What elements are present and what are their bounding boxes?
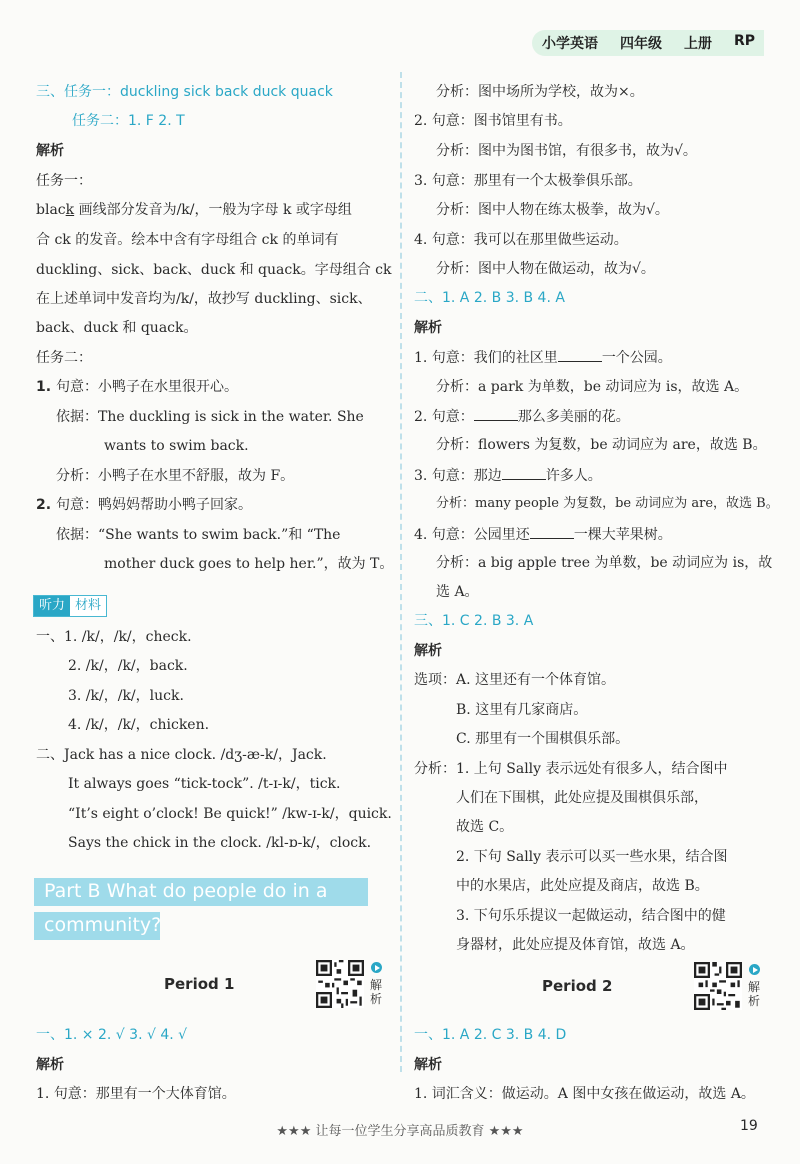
sentence-meaning: 3. 句意：那里有一个太极拳俱乐部。 xyxy=(414,173,642,189)
task1-line: 合 ck 的发音。绘本中含有字母组合 ck 的单词有 xyxy=(36,232,339,248)
item-number: 2. xyxy=(36,497,52,513)
evidence: mother duck goes to help her.”，故为 T。 xyxy=(104,556,394,572)
play-icon xyxy=(749,964,760,975)
analysis: 分析：flowers 为复数，be 动词应为 are，故选 B。 xyxy=(436,437,767,453)
jiexi-heading: 解析 xyxy=(414,1057,442,1073)
qr-code-icon[interactable] xyxy=(694,962,742,1010)
evidence: 依据：The duckling is sick in the water. She xyxy=(56,409,364,425)
footer-motto: ★★★ 让每一位学生分享高品质教育 ★★★ xyxy=(276,1124,524,1139)
sentence-meaning: 句意：鸭妈妈帮助小鸭子回家。 xyxy=(56,497,252,513)
sentence-meaning: 1. 句意：我们的社区里 一个公园。 xyxy=(414,347,672,368)
qr-label: 解析 xyxy=(369,978,382,1006)
part-b-title-2: community? xyxy=(44,914,162,936)
analysis: 中的水果店，此处应提及商店，故选 B。 xyxy=(456,878,709,894)
listening-line: “It’s eight o’clock! Be quick!” /kw-ɪ-k/，quick. xyxy=(68,806,392,822)
edition: RP xyxy=(734,33,756,49)
task1-line: back、duck 和 quack。 xyxy=(36,320,198,336)
analysis: 分析：a big apple tree 为单数，be 动词应为 is，故 xyxy=(436,555,773,571)
analysis: 人们在下围棋，此处应提及围棋俱乐部， xyxy=(456,790,708,806)
task1-title: 任务一： xyxy=(36,173,92,189)
underlined-letter: k xyxy=(65,202,75,218)
sentence-meaning: 2. 句意：图书馆里有书。 xyxy=(414,113,572,129)
sentence-meaning: 2. 句意： 那么多美丽的花。 xyxy=(414,406,630,427)
evidence: wants to swim back. xyxy=(104,438,249,454)
analysis: 选 A。 xyxy=(436,584,479,600)
sentence-meaning: 4. 句意：公园里还 一棵大苹果树。 xyxy=(414,524,672,545)
qr-label: 解析 xyxy=(747,980,760,1008)
jiexi-heading: 解析 xyxy=(414,320,442,336)
item-number: 1. xyxy=(36,379,52,395)
p2-item-1: 1. 词汇含义：做运动。A 图中女孩在做运动，故选 A。 xyxy=(414,1086,755,1102)
listening-line: Says the chick in the clock. /kl-ɒ-k/，clock. xyxy=(68,835,372,851)
material-label: 材料 xyxy=(70,596,106,616)
p2-answers: 一、1. A 2. C 3. B 4. D xyxy=(414,1027,567,1043)
option-line: C. 那里有一个围棋俱乐部。 xyxy=(456,731,630,747)
analysis: 身器材，此处应提及体育馆，故选 A。 xyxy=(456,937,695,953)
period-1-heading: Period 1 xyxy=(164,975,235,993)
analysis: 分析：小鸭子在水里不舒服，故为 F。 xyxy=(56,468,295,484)
analysis: 分析：图中场所为学校，故为×。 xyxy=(436,84,644,100)
analysis: 分析：many people 为复数，be 动词应为 are，故选 B。 xyxy=(436,496,779,511)
subject: 小学英语 xyxy=(542,36,598,52)
listen-label: 听力 xyxy=(34,596,70,616)
analysis: 3. 下句乐乐提议一起做运动，结合图中的健 xyxy=(456,908,726,924)
listening-line: 3. /k/，/k/，luck. xyxy=(68,688,184,704)
jiexi-heading: 解析 xyxy=(36,1057,64,1073)
task1-line: 在上述单词中发音均为/k/，故抄写 duckling、sick、 xyxy=(36,291,372,307)
task2-title: 任务二： xyxy=(36,350,92,366)
analysis: 故选 C。 xyxy=(456,819,514,835)
task1-line: black 画线部分发音为/k/，一般为字母 k 或字母组 xyxy=(36,202,352,218)
s3-answers: 三、1. C 2. B 3. A xyxy=(414,613,534,629)
sentence-meaning: 3. 句意：那边 许多人。 xyxy=(414,465,602,486)
listening-line: 2. /k/，/k/，back. xyxy=(68,658,188,674)
header-tag xyxy=(532,30,764,56)
listening-line: It always goes “tick-tock”. /t-ɪ-k/，tick. xyxy=(68,776,341,792)
listening-line: 4. /k/，/k/，chicken. xyxy=(68,717,210,733)
part-b-banner xyxy=(34,872,369,947)
sentence-meaning: 句意：小鸭子在水里很开心。 xyxy=(56,379,238,395)
jiexi-heading: 解析 xyxy=(414,643,442,659)
listening-material-tag xyxy=(33,595,107,617)
listening-line: 二、Jack has a nice clock. /dʒ-æ-k/，Jack. xyxy=(36,747,327,763)
part-b-title: Part B What do people do in a xyxy=(44,880,328,902)
analysis: 分析：图中人物在练太极拳，故为√。 xyxy=(436,202,669,218)
play-icon xyxy=(371,962,382,973)
analysis: 2. 下句 Sally 表示可以买一些水果，结合图 xyxy=(456,849,728,865)
evidence: 依据：“She wants to swim back.”和 “The xyxy=(56,527,341,543)
task1-line: duckling、sick、back、duck 和 quack。字母组合 ck xyxy=(36,262,392,278)
analysis: 分析：a park 为单数，be 动词应为 is，故选 A。 xyxy=(436,379,749,395)
sentence-meaning: 4. 句意：我可以在那里做些运动。 xyxy=(414,232,628,248)
period-2-heading: Period 2 xyxy=(542,977,613,995)
analysis: 分析：1. 上句 Sally 表示远处有很多人，结合图中 xyxy=(414,761,728,777)
qr-code-icon[interactable] xyxy=(316,960,364,1008)
option-line: 选项：A. 这里还有一个体育馆。 xyxy=(414,672,616,688)
option-line: B. 这里有几家商店。 xyxy=(456,702,588,718)
grade: 四年级 xyxy=(620,36,662,52)
analysis: 分析：图中为图书馆，有很多书，故为√。 xyxy=(436,143,697,159)
s2-answers: 二、1. A 2. B 3. B 4. A xyxy=(414,290,565,306)
p1-answers: 一、1. × 2. √ 3. √ 4. √ xyxy=(36,1027,188,1043)
listening-line: 一、1. /k/，/k/，check. xyxy=(36,629,192,645)
analysis: 分析：图中人物在做运动，故为√。 xyxy=(436,261,655,277)
p1-item-1: 1. 句意：那里有一个大体育馆。 xyxy=(36,1086,236,1102)
page-number: 19 xyxy=(740,1118,758,1134)
jiexi-heading: 解析 xyxy=(36,143,64,159)
column-divider xyxy=(400,72,402,1072)
s3-task1-answer: 三、任务一：duckling sick back duck quack xyxy=(36,84,333,100)
volume: 上册 xyxy=(684,36,712,52)
s3-task2-answer: 任务二：1. F 2. T xyxy=(72,113,185,129)
